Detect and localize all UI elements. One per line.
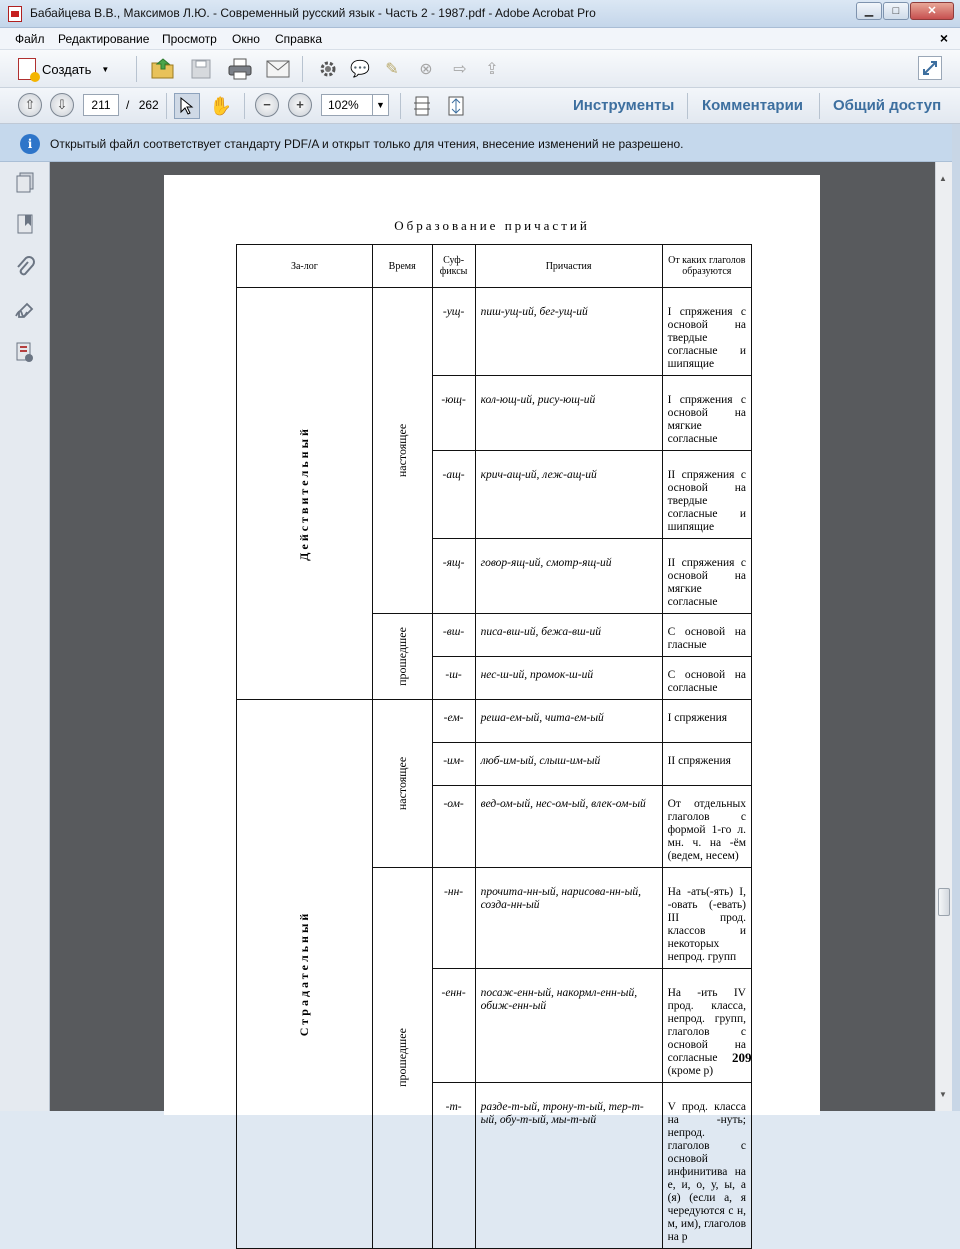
delete-page-icon[interactable]: ⊗ (419, 61, 433, 78)
zoom-out-icon[interactable]: − (255, 93, 279, 117)
toolbar-divider (819, 93, 820, 119)
participles-cell: прочита-нн-ый, нарисова-нн-ый, созда-нн-ый (475, 868, 662, 969)
expand-icon[interactable] (918, 56, 942, 80)
participles-cell: говор-ящ-ий, смотр-ящ-ий (475, 539, 662, 614)
maximize-button[interactable]: □ (883, 2, 909, 20)
menu-help[interactable]: Справка (275, 32, 323, 46)
close-document-icon[interactable]: × (939, 30, 948, 46)
main-toolbar (0, 50, 960, 88)
menu-window[interactable]: Окно (232, 32, 260, 46)
suffix-cell: -т- (432, 1083, 475, 1249)
zoom-value: 102% (328, 98, 359, 112)
document-viewport (50, 162, 935, 1243)
tense-cell-past (372, 868, 432, 1249)
select-cursor-icon[interactable] (174, 93, 200, 119)
share-panel-link[interactable]: Общий доступ (833, 97, 942, 114)
info-message: Открытый файл соответствует стандарту PDF/A и открыт только для чтения, внесение изменений не разрешено. (50, 137, 684, 151)
suffix-cell: -ущ- (432, 288, 475, 376)
hand-tool-icon[interactable]: ✋ (209, 95, 233, 116)
tense-cell-present (372, 288, 432, 614)
header-suffix: Суф-фиксы (432, 245, 475, 288)
chevron-down-icon: ▼ (101, 64, 110, 74)
page-count (126, 98, 159, 112)
comments-panel-link[interactable]: Комментарии (702, 97, 804, 114)
origin-cell: V прод. класса на -нуть; непрод. глаголов с основой инфинитива на е, и, о, у, ы, а (я) (если а, я чередуются с н, м, им), глаголов на р (662, 1083, 751, 1249)
print-icon[interactable] (226, 57, 254, 81)
close-button[interactable]: ✕ (910, 2, 954, 20)
origin-cell: II спряжения (662, 743, 751, 786)
create-pdf-icon (18, 58, 36, 80)
page-number: 209 (732, 1050, 752, 1065)
origin-cell: С основой на гласные (662, 614, 751, 657)
vertical-scrollbar[interactable] (935, 162, 952, 1111)
comment-icon[interactable]: 💬 (350, 61, 370, 78)
toolbar-divider (166, 93, 167, 119)
window-frame-edge (952, 124, 960, 1111)
create-label: Создать (42, 61, 92, 77)
fit-page-icon[interactable] (444, 93, 468, 119)
participles-cell: разде-т-ый, трону-т-ый, тер-т-ый, обу-т-ый, мы-т-ый (475, 1083, 662, 1249)
header-participles: Причастия (475, 245, 662, 288)
participles-cell: посаж-енн-ый, накормл-енн-ый, обиж-енн-ый (475, 969, 662, 1083)
previous-page-icon[interactable]: ⇧ (18, 93, 42, 117)
origin-cell: I спряжения (662, 700, 751, 743)
table-title: Образование причастий (394, 218, 590, 233)
suffix-cell: -ющ- (432, 376, 475, 451)
suffix-cell: -им- (432, 743, 475, 786)
toolbar-divider (400, 93, 401, 119)
toolbar-divider (687, 93, 688, 119)
tense-cell-present (372, 700, 432, 868)
tense-cell-past (372, 614, 432, 700)
participles-cell: реша-ем-ый, чита-ем-ый (475, 700, 662, 743)
window-title: Бабайцева В.В., Максимов Л.Ю. - Современный русский язык - Часть 2 - 1987.pdf - Adobe Acrobat Pro (30, 6, 596, 20)
origin-cell: От отдельных глаголов с формой 1-го л. мн. ч. на -ём (ведем, несем) (662, 786, 751, 868)
navigation-pane (0, 162, 50, 1111)
attachments-icon[interactable] (15, 257, 35, 279)
tense-label: прошедшее (394, 626, 409, 686)
participles-cell: вед-ом-ый, нес-ом-ый, влек-ом-ый (475, 786, 662, 868)
table-row (237, 700, 752, 743)
document-message-bar (0, 124, 952, 162)
origin-cell: На -ить IV прод. класса, непрод. групп, глаголов с основой на согласные (кроме р) (662, 969, 751, 1083)
table-header-row (237, 245, 752, 288)
create-button[interactable] (18, 57, 109, 81)
tense-label: прошедшее (394, 1028, 409, 1087)
title-bar (0, 0, 960, 28)
origin-cell: II спряжения с основой на твердые согласные и шипящие (662, 451, 751, 539)
suffix-cell: -ящ- (432, 539, 475, 614)
scroll-down-icon[interactable]: ▼ (939, 1090, 947, 1099)
highlight-icon[interactable]: ✎ (385, 61, 399, 78)
navigation-toolbar (0, 88, 960, 124)
zoom-select[interactable] (321, 94, 389, 116)
bookmarks-icon[interactable] (15, 214, 35, 236)
save-icon[interactable] (188, 57, 214, 81)
page-separator: / (126, 98, 130, 112)
origin-cell: I спряжения с основой на мягкие согласные (662, 376, 751, 451)
menu-view[interactable]: Просмотр (162, 32, 217, 46)
voice-label: Действительный (296, 425, 311, 561)
header-origin: От каких глаголов образуются (662, 245, 751, 288)
next-page-icon[interactable]: ⇩ (50, 93, 74, 117)
acrobat-pdf-icon (8, 6, 22, 22)
table-row (237, 288, 752, 376)
origin-cell: I спряжения с основой на твердые согласные и шипящие (662, 288, 751, 376)
participles-cell: пиш-ущ-ий, бег-ущ-ий (475, 288, 662, 376)
minimize-button[interactable]: ▁ (856, 2, 882, 20)
menu-edit[interactable]: Редактирование (58, 32, 150, 46)
email-icon[interactable] (264, 57, 292, 81)
zoom-in-icon[interactable]: + (288, 93, 312, 117)
signatures-icon[interactable] (15, 300, 35, 322)
participles-cell: крич-ащ-ий, леж-ащ-ий (475, 451, 662, 539)
suffix-cell: -вш- (432, 614, 475, 657)
tense-label: настоящее (394, 423, 409, 477)
suffix-cell: -нн- (432, 868, 475, 969)
menu-bar (0, 28, 960, 50)
origin-cell: На -ать(-ять) I, -овать (-евать) III прод. классов и некоторых непрод. групп (662, 868, 751, 969)
chevron-down-icon[interactable]: ▼ (372, 95, 388, 115)
pdf-page (164, 175, 820, 1243)
tools-panel-link[interactable]: Инструменты (573, 97, 675, 114)
participles-cell: люб-им-ый, слыш-им-ый (475, 743, 662, 786)
participles-cell: писа-вш-ий, бежа-вш-ий (475, 614, 662, 657)
share-file-icon[interactable]: ⇪ (485, 61, 499, 78)
window-controls (856, 2, 954, 20)
suffix-cell: -ащ- (432, 451, 475, 539)
toolbar-divider (244, 93, 245, 119)
participles-cell: нес-ш-ий, промок-ш-ий (475, 657, 662, 700)
export-icon[interactable]: ⇨ (453, 61, 467, 78)
voice-cell-passive (237, 700, 373, 1249)
toolbar-divider (136, 56, 137, 82)
header-voice: За-лог (237, 245, 373, 288)
participles-table (236, 244, 752, 1249)
menu-file[interactable]: Файл (15, 32, 45, 46)
voice-cell-active (237, 288, 373, 700)
toolbar-divider (302, 56, 303, 82)
voice-label: Страдательный (296, 910, 311, 1037)
page-number-input[interactable]: 211 (83, 94, 119, 116)
participles-cell: кол-ющ-ий, рису-ющ-ий (475, 376, 662, 451)
info-icon: i (20, 134, 40, 154)
scrollbar-thumb[interactable] (938, 888, 950, 916)
security-icon[interactable] (15, 342, 35, 364)
suffix-cell: -енн- (432, 969, 475, 1083)
total-pages: 262 (138, 98, 159, 112)
origin-cell: С основой на согласные (662, 657, 751, 700)
tense-label: настоящее (394, 756, 409, 810)
page-thumbnails-icon[interactable] (15, 172, 35, 194)
header-tense: Время (372, 245, 432, 288)
origin-cell: II спряжения с основой на мягкие согласные (662, 539, 751, 614)
fit-width-icon[interactable] (410, 93, 434, 119)
suffix-cell: -ем- (432, 700, 475, 743)
open-folder-icon[interactable] (150, 57, 176, 81)
gear-icon[interactable] (316, 57, 340, 81)
suffix-cell: -ом- (432, 786, 475, 868)
scroll-up-icon[interactable]: ▲ (939, 174, 947, 183)
suffix-cell: -ш- (432, 657, 475, 700)
